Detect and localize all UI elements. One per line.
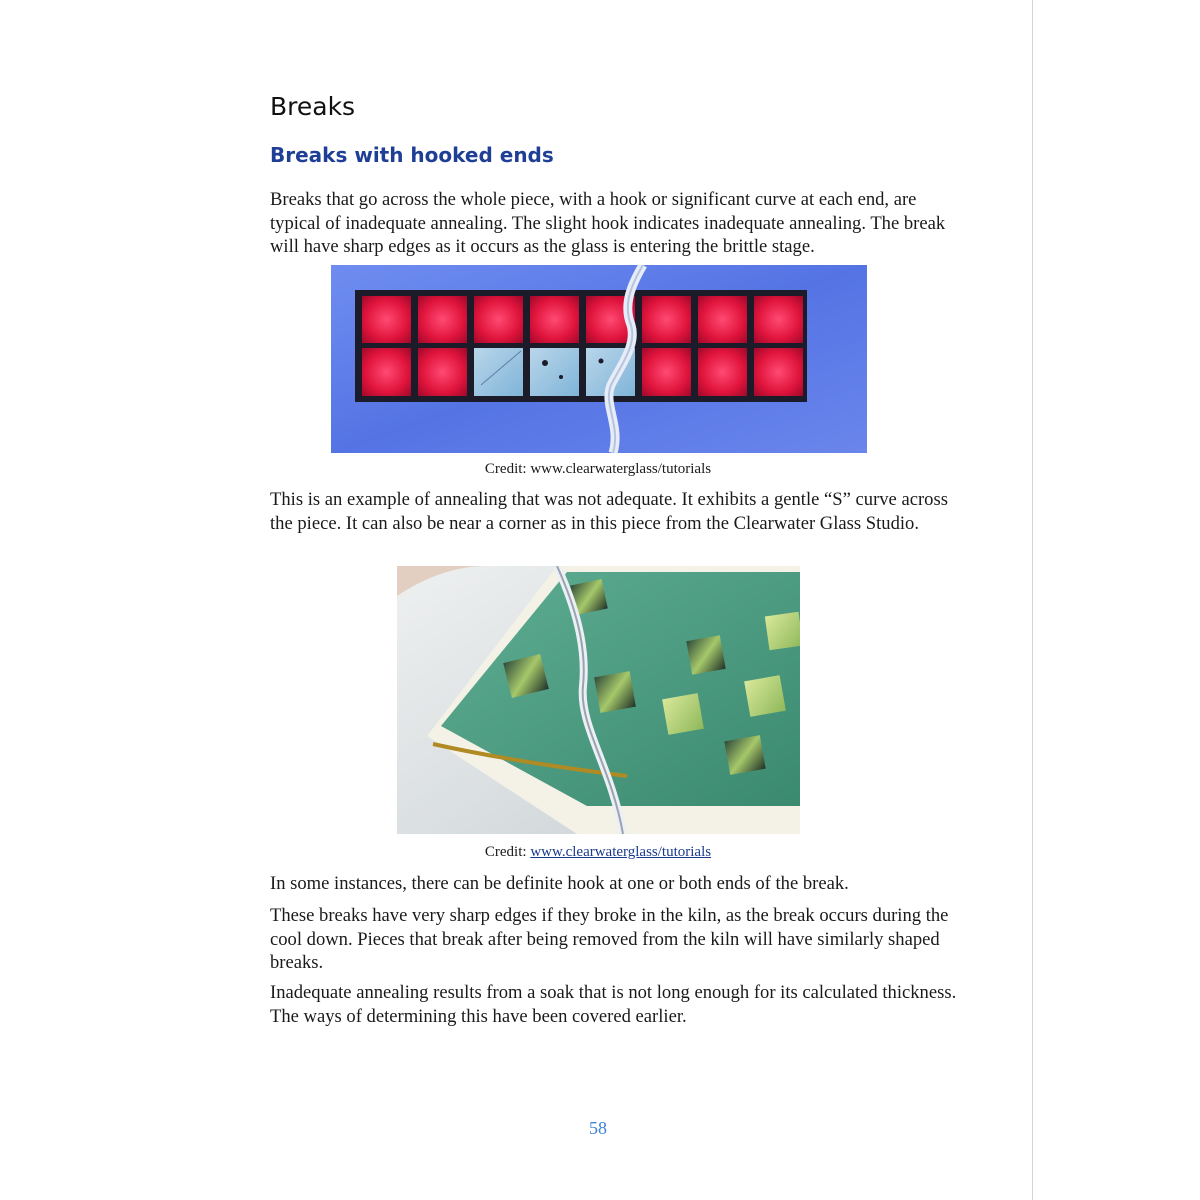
section-heading: Breaks bbox=[270, 92, 356, 121]
photo-red-tile-panel-break bbox=[331, 265, 867, 453]
paragraph-hooked-breaks: Breaks that go across the whole piece, with a hook or significant curve at each end, are typical of inadequate annealing. The slight hook indicates inadequate annealing. The break will have sharp edges as it occurs as the glass is entering the brittle stage. bbox=[270, 189, 946, 257]
subsection-heading: Breaks with hooked ends bbox=[270, 143, 554, 167]
figure2-caption-prefix: Credit: bbox=[484, 844, 531, 860]
paragraph-s-curve-example: This is an example of annealing that was not adequate. It exhibits a gentle “S” curve across the piece. It can also be near a corner as in this piece from the Clearwater Glass Studio. bbox=[270, 489, 948, 534]
paragraph-sharp-edges: These breaks have very sharp edges if they broke in the kiln, as the break occurs during the cool down. Pieces that break after being removed from the kiln will have similarly shaped breaks. bbox=[270, 905, 949, 973]
paragraph-inadequate-soak: Inadequate annealing results from a soak that is not long enough for its calculated thickness. The ways of determining this have been covered earlier. bbox=[270, 982, 957, 1027]
paragraph-definite-hook: In some instances, there can be definite hook at one or both ends of the break. bbox=[270, 873, 849, 894]
figure1-caption: Credit: www.clearwaterglass/tutorials bbox=[484, 461, 712, 477]
figure2-caption bbox=[270, 844, 926, 861]
page-edge-rule bbox=[1032, 0, 1033, 1200]
page-number: 58 bbox=[589, 1118, 607, 1138]
photo-green-dichroic-piece-break bbox=[397, 566, 800, 834]
clearwater-tutorials-link[interactable]: www.clearwaterglass/tutorials bbox=[530, 844, 712, 860]
